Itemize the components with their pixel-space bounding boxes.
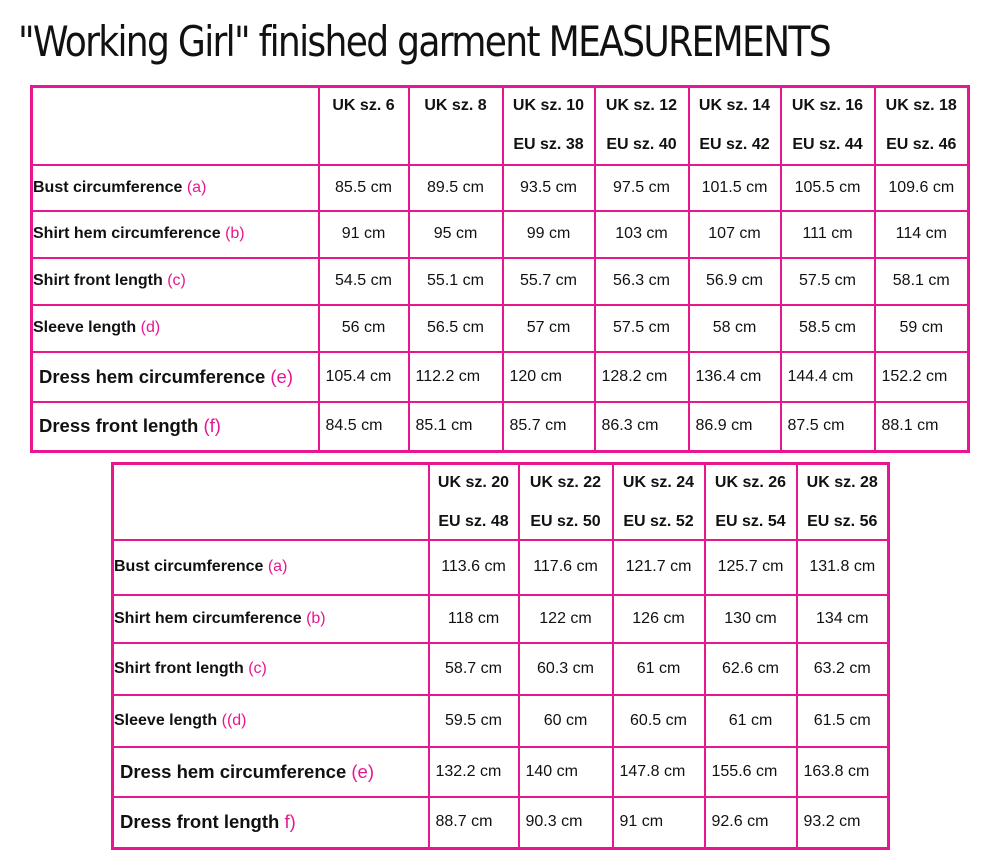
measure-cell: 120 cm <box>503 352 595 402</box>
size-col-header: UK sz. 10 EU sz. 38 <box>503 87 595 165</box>
measure-cell: 54.5 cm <box>319 258 409 305</box>
page-title: "Working Girl" finished garment MEASUREMENTS <box>18 17 830 66</box>
measure-cell: 99 cm <box>503 211 595 258</box>
measure-cell: 93.5 cm <box>503 165 595 211</box>
measure-cell: 58.7 cm <box>429 643 519 695</box>
measure-cell: 117.6 cm <box>519 540 613 595</box>
table-row <box>113 747 889 797</box>
measure-cell: 85.1 cm <box>409 402 503 452</box>
measure-cell: 93.2 cm <box>797 797 889 849</box>
row-label: Shirt front length (c) <box>113 643 429 695</box>
measure-cell: 152.2 cm <box>875 352 969 402</box>
measure-cell: 57.5 cm <box>781 258 875 305</box>
measure-cell: 131.8 cm <box>797 540 889 595</box>
measure-cell: 140 cm <box>519 747 613 797</box>
measure-cell: 103 cm <box>595 211 689 258</box>
measure-cell: 56.9 cm <box>689 258 781 305</box>
row-label: Shirt hem circumference (b) <box>113 595 429 643</box>
measure-cell: 105.5 cm <box>781 165 875 211</box>
measure-cell: 61.5 cm <box>797 695 889 747</box>
measure-cell: 87.5 cm <box>781 402 875 452</box>
measure-cell: 86.3 cm <box>595 402 689 452</box>
measure-cell: 58 cm <box>689 305 781 352</box>
table-row <box>32 402 969 452</box>
measure-cell: 105.4 cm <box>319 352 409 402</box>
size-col-header: UK sz. 8 <box>409 87 503 165</box>
size-col-header: UK sz. 28 EU sz. 56 <box>797 464 889 540</box>
measure-cell: 136.4 cm <box>689 352 781 402</box>
size-col-header: UK sz. 22 EU sz. 50 <box>519 464 613 540</box>
measure-cell: 97.5 cm <box>595 165 689 211</box>
measure-cell: 109.6 cm <box>875 165 969 211</box>
measure-cell: 113.6 cm <box>429 540 519 595</box>
measure-cell: 91 cm <box>613 797 705 849</box>
measure-cell: 55.7 cm <box>503 258 595 305</box>
table-row <box>32 305 969 352</box>
measure-cell: 134 cm <box>797 595 889 643</box>
measure-cell: 56.3 cm <box>595 258 689 305</box>
row-label: Dress front length (f) <box>32 402 319 452</box>
measure-cell: 114 cm <box>875 211 969 258</box>
measure-cell: 90.3 cm <box>519 797 613 849</box>
measure-cell: 101.5 cm <box>689 165 781 211</box>
table-row <box>32 211 969 258</box>
row-label: Shirt hem circumference (b) <box>32 211 319 258</box>
measure-cell: 84.5 cm <box>319 402 409 452</box>
measure-cell: 85.7 cm <box>503 402 595 452</box>
size-col-header: UK sz. 24 EU sz. 52 <box>613 464 705 540</box>
measure-cell: 59.5 cm <box>429 695 519 747</box>
size-col-header: UK sz. 20 EU sz. 48 <box>429 464 519 540</box>
measure-cell: 112.2 cm <box>409 352 503 402</box>
table-row <box>113 595 889 643</box>
measure-cell: 91 cm <box>319 211 409 258</box>
measure-cell: 132.2 cm <box>429 747 519 797</box>
size-chart-table-2 <box>111 462 890 850</box>
size-col-header: UK sz. 12 EU sz. 40 <box>595 87 689 165</box>
measure-cell: 60.3 cm <box>519 643 613 695</box>
row-label: Sleeve length ((d) <box>113 695 429 747</box>
measure-cell: 122 cm <box>519 595 613 643</box>
measure-cell: 86.9 cm <box>689 402 781 452</box>
measure-cell: 60 cm <box>519 695 613 747</box>
measure-cell: 61 cm <box>613 643 705 695</box>
measure-cell: 121.7 cm <box>613 540 705 595</box>
table-row <box>113 540 889 595</box>
measure-cell: 85.5 cm <box>319 165 409 211</box>
size-col-header: UK sz. 18 EU sz. 46 <box>875 87 969 165</box>
table-row <box>32 165 969 211</box>
header-row <box>32 87 969 165</box>
header-row <box>113 464 889 540</box>
measure-cell: 63.2 cm <box>797 643 889 695</box>
measure-cell: 144.4 cm <box>781 352 875 402</box>
table-row <box>113 797 889 849</box>
measure-cell: 128.2 cm <box>595 352 689 402</box>
measure-cell: 58.1 cm <box>875 258 969 305</box>
measure-cell: 58.5 cm <box>781 305 875 352</box>
measure-cell: 126 cm <box>613 595 705 643</box>
table-row <box>32 352 969 402</box>
table-row <box>113 643 889 695</box>
row-label: Shirt front length (c) <box>32 258 319 305</box>
row-label: Sleeve length (d) <box>32 305 319 352</box>
size-col-header: UK sz. 16 EU sz. 44 <box>781 87 875 165</box>
size-chart-table-1 <box>30 85 970 453</box>
row-label: Bust circumference (a) <box>32 165 319 211</box>
row-label: Dress hem circumference (e) <box>32 352 319 402</box>
measure-cell: 130 cm <box>705 595 797 643</box>
measure-cell: 55.1 cm <box>409 258 503 305</box>
measure-cell: 60.5 cm <box>613 695 705 747</box>
measure-cell: 62.6 cm <box>705 643 797 695</box>
measure-cell: 56 cm <box>319 305 409 352</box>
table-row <box>113 695 889 747</box>
row-label: Bust circumference (a) <box>113 540 429 595</box>
measure-cell: 111 cm <box>781 211 875 258</box>
corner-cell <box>113 464 429 540</box>
measure-cell: 107 cm <box>689 211 781 258</box>
corner-cell <box>32 87 319 165</box>
table-row <box>32 258 969 305</box>
row-label: Dress front length f) <box>113 797 429 849</box>
measure-cell: 88.7 cm <box>429 797 519 849</box>
size-col-header: UK sz. 14 EU sz. 42 <box>689 87 781 165</box>
size-col-header: UK sz. 6 <box>319 87 409 165</box>
measure-cell: 147.8 cm <box>613 747 705 797</box>
measure-cell: 57.5 cm <box>595 305 689 352</box>
measure-cell: 57 cm <box>503 305 595 352</box>
measure-cell: 155.6 cm <box>705 747 797 797</box>
measure-cell: 56.5 cm <box>409 305 503 352</box>
measure-cell: 92.6 cm <box>705 797 797 849</box>
measure-cell: 61 cm <box>705 695 797 747</box>
measure-cell: 88.1 cm <box>875 402 969 452</box>
measure-cell: 59 cm <box>875 305 969 352</box>
measure-cell: 89.5 cm <box>409 165 503 211</box>
measure-cell: 95 cm <box>409 211 503 258</box>
measure-cell: 163.8 cm <box>797 747 889 797</box>
size-col-header: UK sz. 26 EU sz. 54 <box>705 464 797 540</box>
measure-cell: 118 cm <box>429 595 519 643</box>
measure-cell: 125.7 cm <box>705 540 797 595</box>
row-label: Dress hem circumference (e) <box>113 747 429 797</box>
